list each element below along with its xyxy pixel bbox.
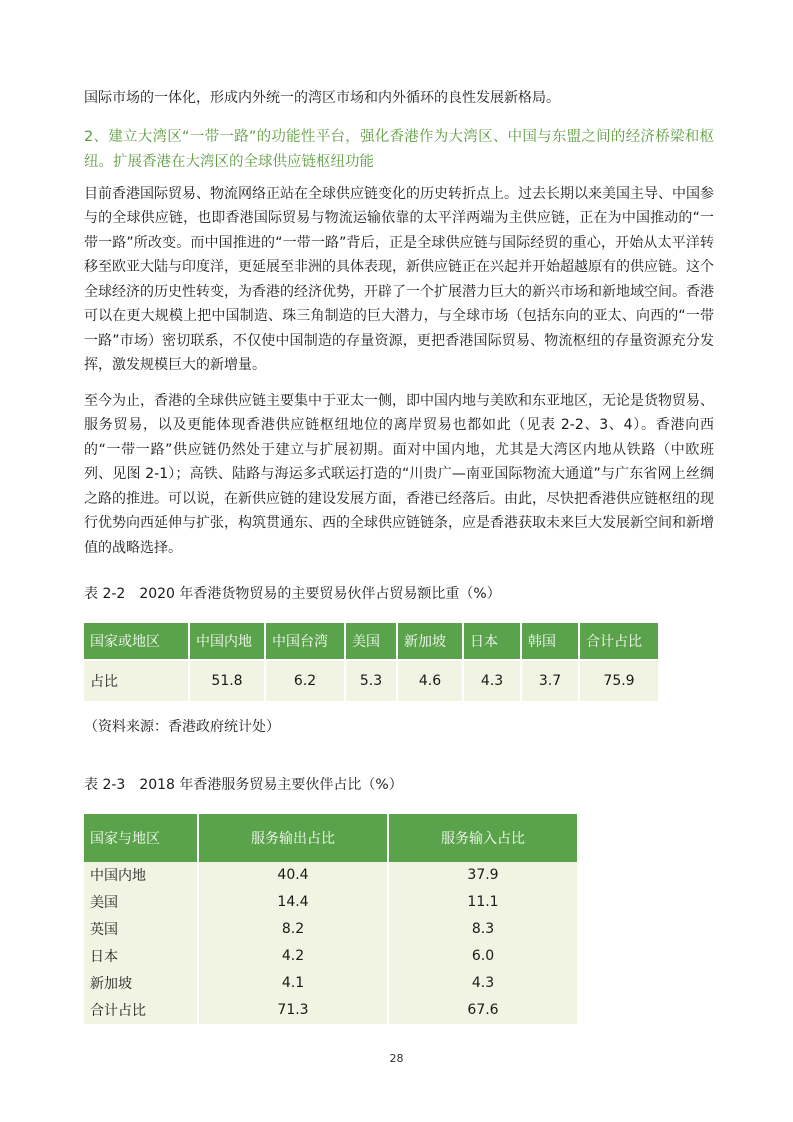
table1-header: 合计占比 bbox=[580, 623, 660, 661]
table2-cell: 6.0 bbox=[389, 943, 579, 970]
paragraph-1: 目前香港国际贸易、物流网络正站在全球供应链变化的历史转折点上。过去长期以来美国主导、中国参与的全球供应链，也即香港国际贸易与物流运输依靠的太平洋两端为主供应链，正在为中国推动的“一带一路”所改变。而中国推进的“一带一路”背后，正是全球供应链与国际经贸的重心，开始从太平洋转移至欧亚大陆与印度洋，更延展至非洲的具体表现，新供应链正在兴起并开始超越原有的供应链。这个全球经济的历史性转变，为香港的经济优势，开辟了一个扩展潜力巨大的新兴市场和新地域空间。香港可以在更大规模上把中国制造、珠三角制造的巨大潜力，与全球市场（包括东向的亚太、向西的“一带一路”市场）密切联系，不仅使中国制造的存量资源，更把香港国际贸易、物流枢纽的存量资源充分发挥，激发规模巨大的新增量。 bbox=[84, 185, 714, 373]
table2 bbox=[84, 814, 579, 1024]
table2-cell: 71.3 bbox=[199, 997, 389, 1024]
page-content bbox=[84, 86, 714, 1024]
table1-row bbox=[84, 661, 660, 701]
table2-cell: 8.2 bbox=[199, 916, 389, 943]
table2-cell: 4.3 bbox=[389, 970, 579, 997]
section-heading: 2、建立大湾区“一带一路”的功能性平台，强化香港作为大湾区、中国与东盟之间的经济桥梁和枢纽。扩展香港在大湾区的全球供应链枢纽功能 bbox=[84, 128, 714, 170]
table1-source: （资料来源：香港政府统计处） bbox=[84, 718, 280, 735]
table2-header: 国家与地区 bbox=[84, 814, 199, 862]
table2-cell: 40.4 bbox=[199, 862, 389, 889]
table1-header: 中国内地 bbox=[190, 623, 266, 661]
table2-caption: 表 2-3 2018 年香港服务贸易主要伙伴占比（%） bbox=[84, 777, 403, 793]
table1-cell: 51.8 bbox=[190, 661, 266, 701]
table2-header-row bbox=[84, 814, 579, 862]
table1-header: 中国台湾 bbox=[266, 623, 346, 661]
table1-cell: 占比 bbox=[84, 661, 190, 701]
table2-row bbox=[84, 862, 579, 889]
table2-row bbox=[84, 889, 579, 916]
table2-cell: 4.1 bbox=[199, 970, 389, 997]
table2-cell: 合计占比 bbox=[84, 997, 199, 1024]
table2-cell: 14.4 bbox=[199, 889, 389, 916]
table1-header: 国家或地区 bbox=[84, 623, 190, 661]
table2-cell: 4.2 bbox=[199, 943, 389, 970]
table2-cell: 美国 bbox=[84, 889, 199, 916]
table2-header: 服务输出占比 bbox=[199, 814, 389, 862]
table2-cell: 8.3 bbox=[389, 916, 579, 943]
table2-row bbox=[84, 943, 579, 970]
table1-cell: 3.7 bbox=[522, 661, 580, 701]
table1-cell: 75.9 bbox=[580, 661, 660, 701]
table1-header: 美国 bbox=[346, 623, 398, 661]
intro-tail: 国际市场的一体化，形成内外统一的湾区市场和内外循环的良性发展新格局。 bbox=[84, 90, 560, 106]
table1-cell: 4.6 bbox=[398, 661, 464, 701]
table2-cell: 11.1 bbox=[389, 889, 579, 916]
table2-cell: 37.9 bbox=[389, 862, 579, 889]
table2-row bbox=[84, 997, 579, 1024]
table1 bbox=[84, 623, 660, 701]
table1-caption: 表 2-2 2020 年香港货物贸易的主要贸易伙伴占贸易额比重（%） bbox=[84, 586, 501, 602]
table1-header: 韩国 bbox=[522, 623, 580, 661]
table1-header: 日本 bbox=[464, 623, 522, 661]
table2-header: 服务输入占比 bbox=[389, 814, 579, 862]
table2-cell: 67.6 bbox=[389, 997, 579, 1024]
table1-header-row bbox=[84, 623, 660, 661]
table2-cell: 英国 bbox=[84, 916, 199, 943]
table2-cell: 日本 bbox=[84, 943, 199, 970]
page-number: 28 bbox=[389, 1052, 404, 1065]
table2-row bbox=[84, 970, 579, 997]
table2-row bbox=[84, 916, 579, 943]
table2-cell: 新加坡 bbox=[84, 970, 199, 997]
paragraph-2: 至今为止，香港的全球供应链主要集中于亚太一侧，即中国内地与美欧和东亚地区，无论是货物贸易、服务贸易，以及更能体现香港供应链枢纽地位的离岸贸易也都如此（见表 2-2、3、4）。香港向西的“一带一路”供应链仍然处于建立与扩展初期。面对中国内地，尤其是大湾区内地从铁路（中欧班列、见图 2-1）；高铁、陆路与海运多式联运打造的“川贵广—南亚国际物流大通道”与广东省网上丝绸之路的推进。可以说，在新供应链的建设发展方面，香港已经落后。由此，尽快把香港供应链枢纽的现行优势向西延伸与扩张，构筑贯通东、西的全球供应链链条，应是香港获取未来巨大发展新空间和新增值的战略选择。 bbox=[84, 392, 714, 556]
table1-cell: 6.2 bbox=[266, 661, 346, 701]
table1-cell: 4.3 bbox=[464, 661, 522, 701]
table2-cell: 中国内地 bbox=[84, 862, 199, 889]
table1-header: 新加坡 bbox=[398, 623, 464, 661]
table1-cell: 5.3 bbox=[346, 661, 398, 701]
table2-body bbox=[84, 862, 579, 1024]
